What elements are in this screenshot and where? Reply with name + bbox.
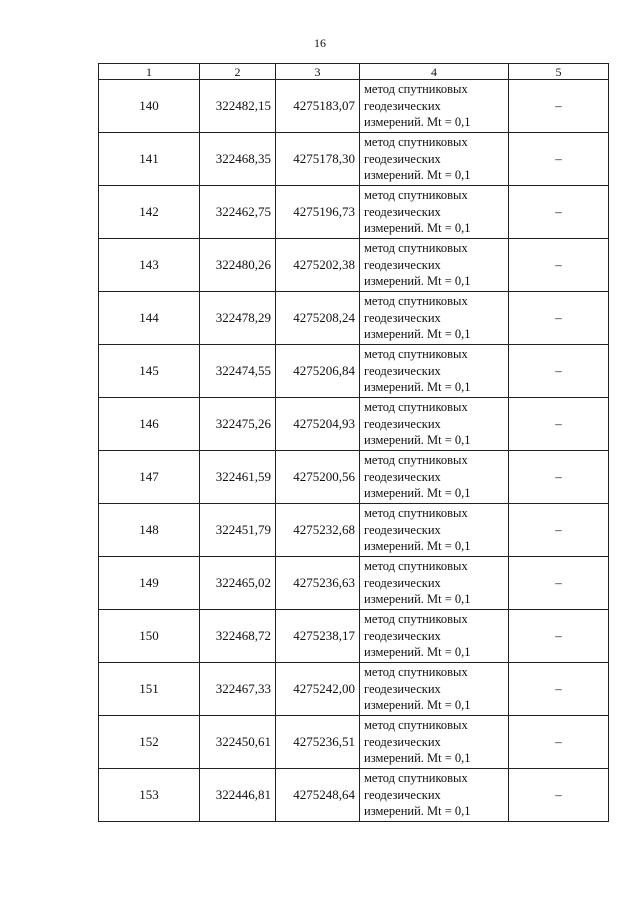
method-text-line: измерений. Mt = 0,1 bbox=[364, 433, 471, 448]
method-cell bbox=[360, 716, 509, 769]
description-cell: – bbox=[509, 239, 609, 292]
table-row bbox=[99, 186, 609, 239]
x-coordinate-cell: 322480,26 bbox=[200, 239, 276, 292]
method-text-line: метод спутниковых bbox=[364, 718, 468, 733]
description-cell: – bbox=[509, 769, 609, 822]
method-text-line: геодезических bbox=[364, 469, 441, 484]
y-coordinate-cell: 4275206,84 bbox=[276, 345, 360, 398]
method-cell bbox=[360, 80, 509, 133]
point-number-cell: 147 bbox=[99, 451, 200, 504]
method-text-line: метод спутниковых bbox=[364, 612, 468, 627]
method-text-line: измерений. Mt = 0,1 bbox=[364, 592, 471, 607]
description-cell: – bbox=[509, 504, 609, 557]
method-text-line: геодезических bbox=[364, 204, 441, 219]
method-text-line: геодезических bbox=[364, 151, 441, 166]
column-header-1: 1 bbox=[99, 64, 200, 80]
y-coordinate-cell: 4275196,73 bbox=[276, 186, 360, 239]
y-coordinate-cell: 4275178,30 bbox=[276, 133, 360, 186]
point-number-cell: 144 bbox=[99, 292, 200, 345]
point-number-cell: 148 bbox=[99, 504, 200, 557]
column-header-3: 3 bbox=[276, 64, 360, 80]
description-cell: – bbox=[509, 398, 609, 451]
method-text-line: геодезических bbox=[364, 734, 441, 749]
method-cell bbox=[360, 239, 509, 292]
method-cell bbox=[360, 610, 509, 663]
x-coordinate-cell: 322467,33 bbox=[200, 663, 276, 716]
table-row bbox=[99, 610, 609, 663]
y-coordinate-cell: 4275236,63 bbox=[276, 557, 360, 610]
method-text-line: метод спутниковых bbox=[364, 665, 468, 680]
point-number-cell: 151 bbox=[99, 663, 200, 716]
point-number-cell: 141 bbox=[99, 133, 200, 186]
x-coordinate-cell: 322461,59 bbox=[200, 451, 276, 504]
x-coordinate-cell: 322451,79 bbox=[200, 504, 276, 557]
y-coordinate-cell: 4275248,64 bbox=[276, 769, 360, 822]
point-number-cell: 150 bbox=[99, 610, 200, 663]
method-cell bbox=[360, 133, 509, 186]
method-text-line: метод спутниковых bbox=[364, 559, 468, 574]
x-coordinate-cell: 322462,75 bbox=[200, 186, 276, 239]
point-number-cell: 145 bbox=[99, 345, 200, 398]
table-row bbox=[99, 504, 609, 557]
point-number-cell: 146 bbox=[99, 398, 200, 451]
method-text-line: измерений. Mt = 0,1 bbox=[364, 168, 471, 183]
x-coordinate-cell: 322482,15 bbox=[200, 80, 276, 133]
method-text-line: измерений. Mt = 0,1 bbox=[364, 327, 471, 342]
method-text-line: метод спутниковых bbox=[364, 771, 468, 786]
method-cell bbox=[360, 292, 509, 345]
y-coordinate-cell: 4275242,00 bbox=[276, 663, 360, 716]
method-text-line: измерений. Mt = 0,1 bbox=[364, 380, 471, 395]
point-number-cell: 143 bbox=[99, 239, 200, 292]
method-text-line: метод спутниковых bbox=[364, 453, 468, 468]
method-cell bbox=[360, 186, 509, 239]
table-header-row bbox=[99, 64, 609, 80]
y-coordinate-cell: 4275200,56 bbox=[276, 451, 360, 504]
point-number-cell: 140 bbox=[99, 80, 200, 133]
method-text-line: геодезических bbox=[364, 416, 441, 431]
page-number: 16 bbox=[314, 36, 326, 50]
method-text-line: геодезических bbox=[364, 98, 441, 113]
x-coordinate-cell: 322475,26 bbox=[200, 398, 276, 451]
method-text-line: измерений. Mt = 0,1 bbox=[364, 698, 471, 713]
y-coordinate-cell: 4275183,07 bbox=[276, 80, 360, 133]
method-text-line: измерений. Mt = 0,1 bbox=[364, 274, 471, 289]
method-cell bbox=[360, 451, 509, 504]
method-text-line: измерений. Mt = 0,1 bbox=[364, 804, 471, 819]
table-row bbox=[99, 80, 609, 133]
description-cell: – bbox=[509, 186, 609, 239]
table-row bbox=[99, 239, 609, 292]
method-text-line: метод спутниковых bbox=[364, 400, 468, 415]
x-coordinate-cell: 322450,61 bbox=[200, 716, 276, 769]
method-cell bbox=[360, 345, 509, 398]
method-cell bbox=[360, 557, 509, 610]
method-text-line: геодезических bbox=[364, 363, 441, 378]
y-coordinate-cell: 4275236,51 bbox=[276, 716, 360, 769]
x-coordinate-cell: 322465,02 bbox=[200, 557, 276, 610]
x-coordinate-cell: 322474,55 bbox=[200, 345, 276, 398]
method-text-line: измерений. Mt = 0,1 bbox=[364, 645, 471, 660]
method-text-line: геодезических bbox=[364, 628, 441, 643]
method-text-line: метод спутниковых bbox=[364, 506, 468, 521]
method-text-line: измерений. Mt = 0,1 bbox=[364, 221, 471, 236]
point-number-cell: 142 bbox=[99, 186, 200, 239]
method-text-line: метод спутниковых bbox=[364, 135, 468, 150]
table-row bbox=[99, 769, 609, 822]
method-text-line: метод спутниковых bbox=[364, 347, 468, 362]
column-header-5: 5 bbox=[509, 64, 609, 80]
table-body bbox=[99, 64, 609, 822]
method-text-line: метод спутниковых bbox=[364, 241, 468, 256]
table-row bbox=[99, 292, 609, 345]
y-coordinate-cell: 4275232,68 bbox=[276, 504, 360, 557]
description-cell: – bbox=[509, 451, 609, 504]
method-text-line: геодезических bbox=[364, 681, 441, 696]
method-cell bbox=[360, 769, 509, 822]
x-coordinate-cell: 322446,81 bbox=[200, 769, 276, 822]
table-row bbox=[99, 716, 609, 769]
table-row bbox=[99, 663, 609, 716]
method-text-line: геодезических bbox=[364, 575, 441, 590]
column-header-4: 4 bbox=[360, 64, 509, 80]
method-text-line: измерений. Mt = 0,1 bbox=[364, 486, 471, 501]
description-cell: – bbox=[509, 663, 609, 716]
method-text-line: метод спутниковых bbox=[364, 294, 468, 309]
y-coordinate-cell: 4275238,17 bbox=[276, 610, 360, 663]
description-cell: – bbox=[509, 610, 609, 663]
description-cell: – bbox=[509, 133, 609, 186]
table-row bbox=[99, 557, 609, 610]
method-text-line: измерений. Mt = 0,1 bbox=[364, 115, 471, 130]
method-cell bbox=[360, 663, 509, 716]
point-number-cell: 152 bbox=[99, 716, 200, 769]
method-text-line: геодезических bbox=[364, 310, 441, 325]
table-row bbox=[99, 398, 609, 451]
description-cell: – bbox=[509, 292, 609, 345]
y-coordinate-cell: 4275204,93 bbox=[276, 398, 360, 451]
method-text-line: измерений. Mt = 0,1 bbox=[364, 539, 471, 554]
table-row bbox=[99, 345, 609, 398]
x-coordinate-cell: 322468,72 bbox=[200, 610, 276, 663]
point-number-cell: 149 bbox=[99, 557, 200, 610]
method-cell bbox=[360, 504, 509, 557]
method-text-line: геодезических bbox=[364, 257, 441, 272]
table-row bbox=[99, 133, 609, 186]
y-coordinate-cell: 4275208,24 bbox=[276, 292, 360, 345]
method-cell bbox=[360, 398, 509, 451]
method-text-line: геодезических bbox=[364, 522, 441, 537]
x-coordinate-cell: 322468,35 bbox=[200, 133, 276, 186]
coordinates-table bbox=[98, 63, 609, 822]
description-cell: – bbox=[509, 345, 609, 398]
table-row bbox=[99, 451, 609, 504]
column-header-2: 2 bbox=[200, 64, 276, 80]
description-cell: – bbox=[509, 80, 609, 133]
method-text-line: геодезических bbox=[364, 787, 441, 802]
y-coordinate-cell: 4275202,38 bbox=[276, 239, 360, 292]
x-coordinate-cell: 322478,29 bbox=[200, 292, 276, 345]
point-number-cell: 153 bbox=[99, 769, 200, 822]
method-text-line: измерений. Mt = 0,1 bbox=[364, 751, 471, 766]
description-cell: – bbox=[509, 557, 609, 610]
method-text-line: метод спутниковых bbox=[364, 82, 468, 97]
description-cell: – bbox=[509, 716, 609, 769]
method-text-line: метод спутниковых bbox=[364, 188, 468, 203]
